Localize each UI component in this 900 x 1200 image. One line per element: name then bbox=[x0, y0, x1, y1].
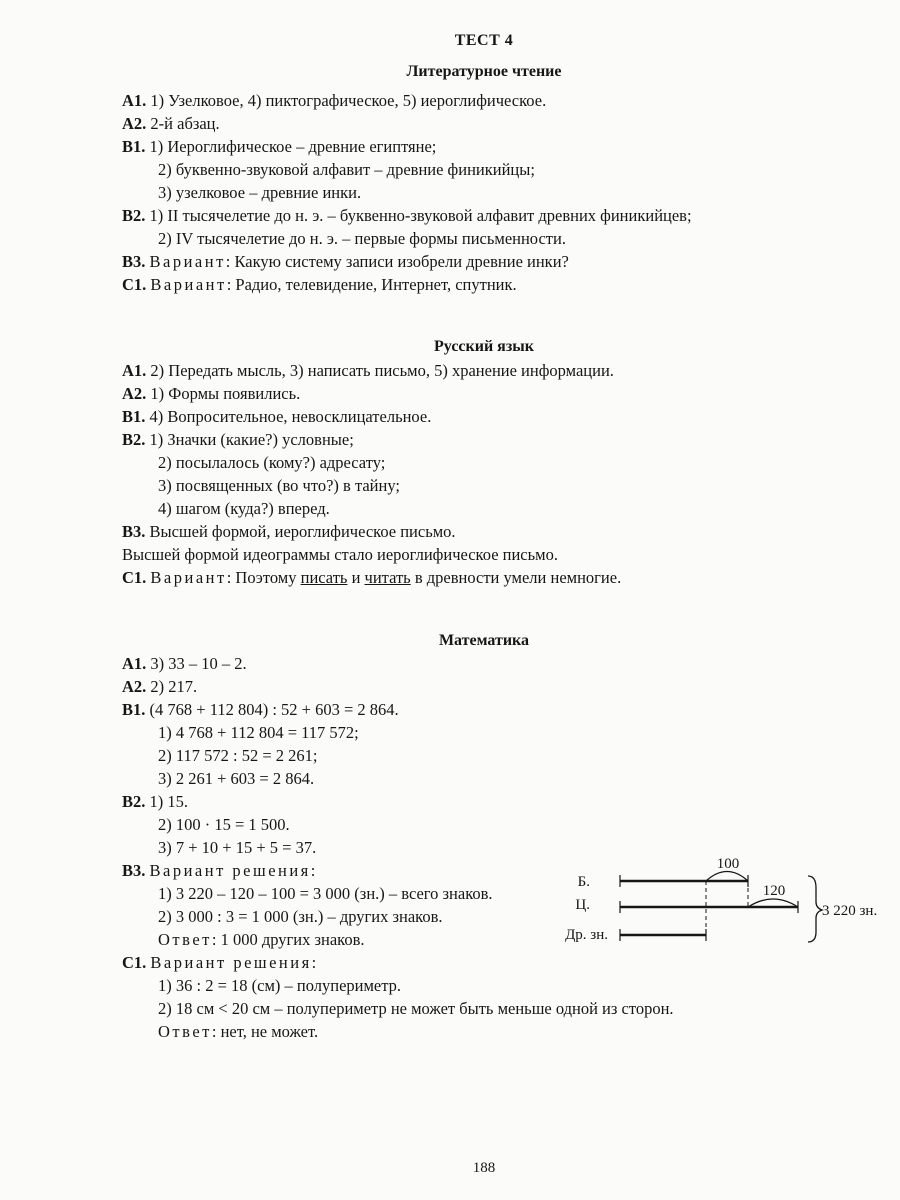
answer-b1-line2: 2) буквенно-звуковой алфавит – древние финикийцы; bbox=[158, 160, 535, 179]
answer-b2-line2: 2) IV тысячелетие до н. э. – первые формы письменности. bbox=[158, 229, 566, 248]
answer-a2: А2. 1) Формы появились. bbox=[122, 384, 301, 403]
answer-b2: В2. 1) II тысячелетие до н. э. – буквенно-звуковой алфавит древних финикийцев; bbox=[122, 206, 692, 225]
answer-b2-step2: 2) 100 · 15 = 1 500. bbox=[158, 815, 290, 834]
answer-b3: В3. Высшей формой, иероглифическое письмо. bbox=[122, 522, 456, 541]
answer-c1-answer: Ответ: нет, не может. bbox=[158, 1022, 319, 1041]
russian-section bbox=[122, 359, 822, 589]
answer-c1: С1. Вариант: Поэтому писать и читать в древности умели немногие. bbox=[122, 568, 622, 587]
answer-b1-line3: 3) узелковое – древние инки. bbox=[158, 183, 362, 202]
answer-c1: С1. Вариант решения: bbox=[122, 953, 319, 972]
answer-b2-line3: 3) посвященных (во что?) в тайну; bbox=[158, 476, 400, 495]
literature-title: Литературное чтение bbox=[406, 63, 562, 80]
answer-b3-step2: 2) 3 000 : 3 = 1 000 (зн.) – других знаков. bbox=[158, 907, 443, 926]
total-label: 3 220 зн. bbox=[822, 903, 878, 919]
answer-a1: А1. 1) Узелковое, 4) пиктографическое, 5) иероглифическое. bbox=[122, 91, 547, 110]
page-number: 188 bbox=[472, 1160, 496, 1176]
literature-section bbox=[122, 89, 822, 296]
answer-a2: А2. 2) 217. bbox=[122, 677, 198, 696]
answer-b1-step2: 2) 117 572 : 52 = 2 261; bbox=[158, 746, 318, 765]
answer-b2: В2. 1) 15. bbox=[122, 792, 189, 811]
answer-b2-line4: 4) шагом (куда?) вперед. bbox=[158, 499, 330, 518]
label-other: Др. зн. bbox=[565, 927, 608, 943]
answer-b1: В1. (4 768 + 112 804) : 52 + 603 = 2 864. bbox=[122, 700, 399, 719]
value-100: 100 bbox=[716, 856, 740, 872]
label-numbers: Ц. bbox=[575, 897, 590, 913]
test-title: ТЕСТ 4 bbox=[454, 32, 514, 49]
value-120: 120 bbox=[762, 883, 786, 899]
answer-a2: А2. 2-й абзац. bbox=[122, 114, 220, 133]
answer-b3-answer: Ответ: 1 000 других знаков. bbox=[158, 930, 365, 949]
segment-diagram bbox=[540, 848, 895, 948]
answer-c1-step2: 2) 18 см < 20 см – полупериметр не может быть меньше одной из сторон. bbox=[158, 999, 674, 1018]
answer-b2-line2: 2) посылалось (кому?) адресату; bbox=[158, 453, 386, 472]
answer-b1-step3: 3) 2 261 + 603 = 2 864. bbox=[158, 769, 315, 788]
answer-b1: В1. 1) Иероглифическое – древние египтяне; bbox=[122, 137, 437, 156]
underlined-word-write: писать bbox=[300, 568, 348, 587]
answer-a1: А1. 2) Передать мысль, 3) написать письмо, 5) хранение информации. bbox=[122, 361, 614, 380]
answer-b3: В3. Вариант решения: bbox=[122, 861, 318, 880]
underlined-word-read: читать bbox=[364, 568, 411, 587]
arc-100 bbox=[706, 872, 748, 882]
answer-a1: А1. 3) 33 – 10 – 2. bbox=[122, 654, 247, 673]
answer-b3-step1: 1) 3 220 – 120 – 100 = 3 000 (зн.) – всего знаков. bbox=[158, 884, 493, 903]
answer-b3-line2: Высшей формой идеограммы стало иероглифическое письмо. bbox=[122, 545, 558, 564]
answer-b2: В2. 1) Значки (какие?) условные; bbox=[122, 430, 354, 449]
answer-b1: В1. 4) Вопросительное, невосклицательное. bbox=[122, 407, 432, 426]
answer-c1-step1: 1) 36 : 2 = 18 (см) – полупериметр. bbox=[158, 976, 402, 995]
answer-b1-step1: 1) 4 768 + 112 804 = 117 572; bbox=[158, 723, 359, 742]
answer-b2-step3: 3) 7 + 10 + 15 + 5 = 37. bbox=[158, 838, 317, 857]
answer-c1: С1. Вариант: Радио, телевидение, Интернет, спутник. bbox=[122, 275, 517, 294]
answer-b3: В3. Вариант: Какую систему записи изобрели древние инки? bbox=[122, 252, 569, 271]
label-letters: Б. bbox=[577, 874, 590, 890]
brace bbox=[808, 876, 822, 942]
math-title: Математика bbox=[438, 632, 530, 649]
russian-title: Русский язык bbox=[434, 338, 534, 355]
